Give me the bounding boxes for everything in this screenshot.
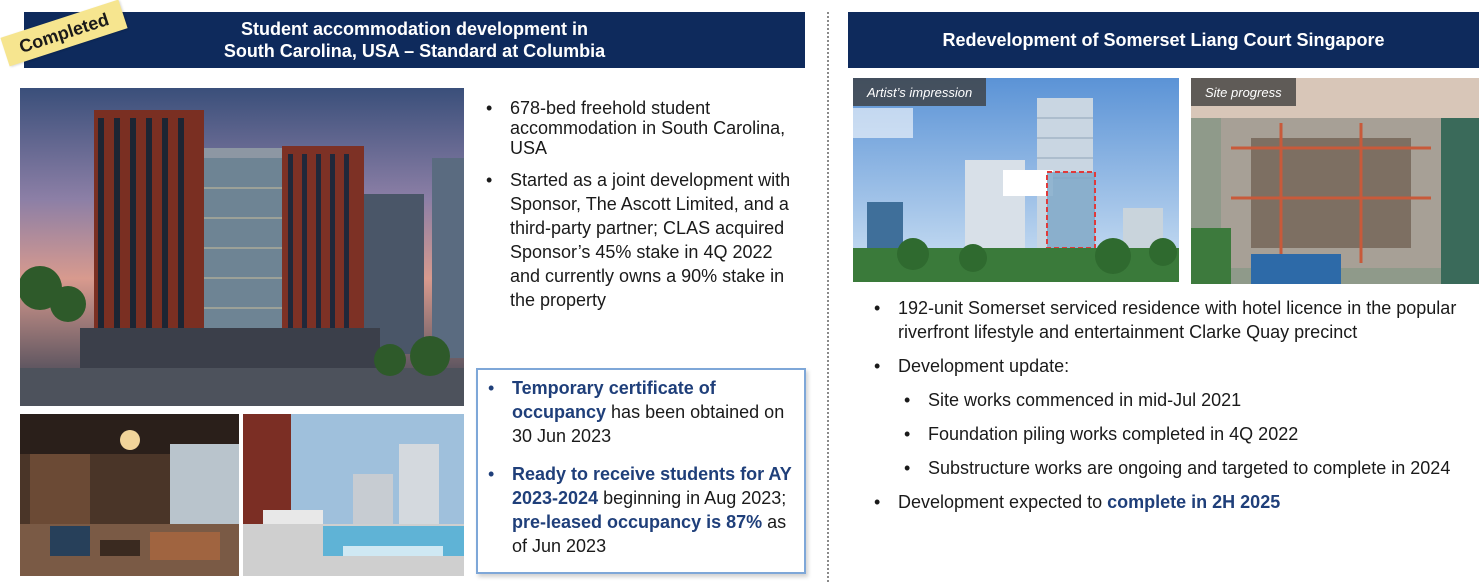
completion-text: Development expected to xyxy=(898,492,1108,512)
list-item: • 678-bed freehold student accommodation in South Carolina, USA xyxy=(480,98,800,158)
list-item: • Started as a joint development with Sponsor, The Ascott Limited, and a third-party partner; CLAS acquired Sponsor’s 45% stake in 4Q 2022 and currently owns a 90% stake in the property xyxy=(480,168,800,312)
left-header-line2: South Carolina, USA – Standard at Columbia xyxy=(223,41,606,61)
right-bullet-list xyxy=(868,296,1474,524)
left-header-line1: Student accommodation development in xyxy=(240,19,589,39)
left-section-header xyxy=(24,12,805,68)
image-caption: Artist’s impression xyxy=(853,78,986,106)
sub-list-item: • Foundation piling works completed in 4Q 2022 xyxy=(898,422,1474,446)
callout-highlight: Ready to receive students for AY 2023-2024 xyxy=(512,464,792,508)
callout-text: as of Jun 2023 xyxy=(512,512,787,556)
rooftop-pool-photo xyxy=(243,414,464,576)
image-caption: Site progress xyxy=(1191,78,1296,106)
callout-item-students xyxy=(482,462,794,558)
lounge-interior-photo xyxy=(20,414,239,576)
status-callout-box xyxy=(476,368,806,574)
sub-list-item: • Substructure works are ongoing and targeted to complete in 2024 xyxy=(898,456,1474,480)
development-update-label: Development update: xyxy=(898,356,1070,376)
callout-text: has been obtained on 30 Jun 2023 xyxy=(512,402,785,446)
list-item xyxy=(868,490,1474,514)
completion-highlight: complete in 2H 2025 xyxy=(1107,492,1281,512)
student-housing-exterior-photo xyxy=(20,88,464,406)
list-item xyxy=(868,354,1474,480)
panel-divider xyxy=(827,12,829,582)
artists-impression-photo xyxy=(853,78,1179,282)
callout-text: beginning in Aug 2023; xyxy=(598,488,787,508)
right-section-header: Redevelopment of Somerset Liang Court Singapore xyxy=(848,12,1479,68)
sub-list-item: • Site works commenced in mid-Jul 2021 xyxy=(898,388,1474,412)
completed-tag: Completed xyxy=(0,0,127,66)
site-progress-photo xyxy=(1191,78,1479,284)
callout-highlight: Temporary certificate of occupancy xyxy=(512,378,716,422)
sub-bullet-list xyxy=(898,388,1474,480)
list-item: • 192-unit Somerset serviced residence with hotel licence in the popular riverfront lifestyle and entertainment Clarke Quay precinct xyxy=(868,296,1474,344)
callout-item-certificate xyxy=(482,376,794,448)
callout-highlight: pre-leased occupancy is 87% xyxy=(512,512,763,532)
left-bullet-list xyxy=(480,98,800,322)
